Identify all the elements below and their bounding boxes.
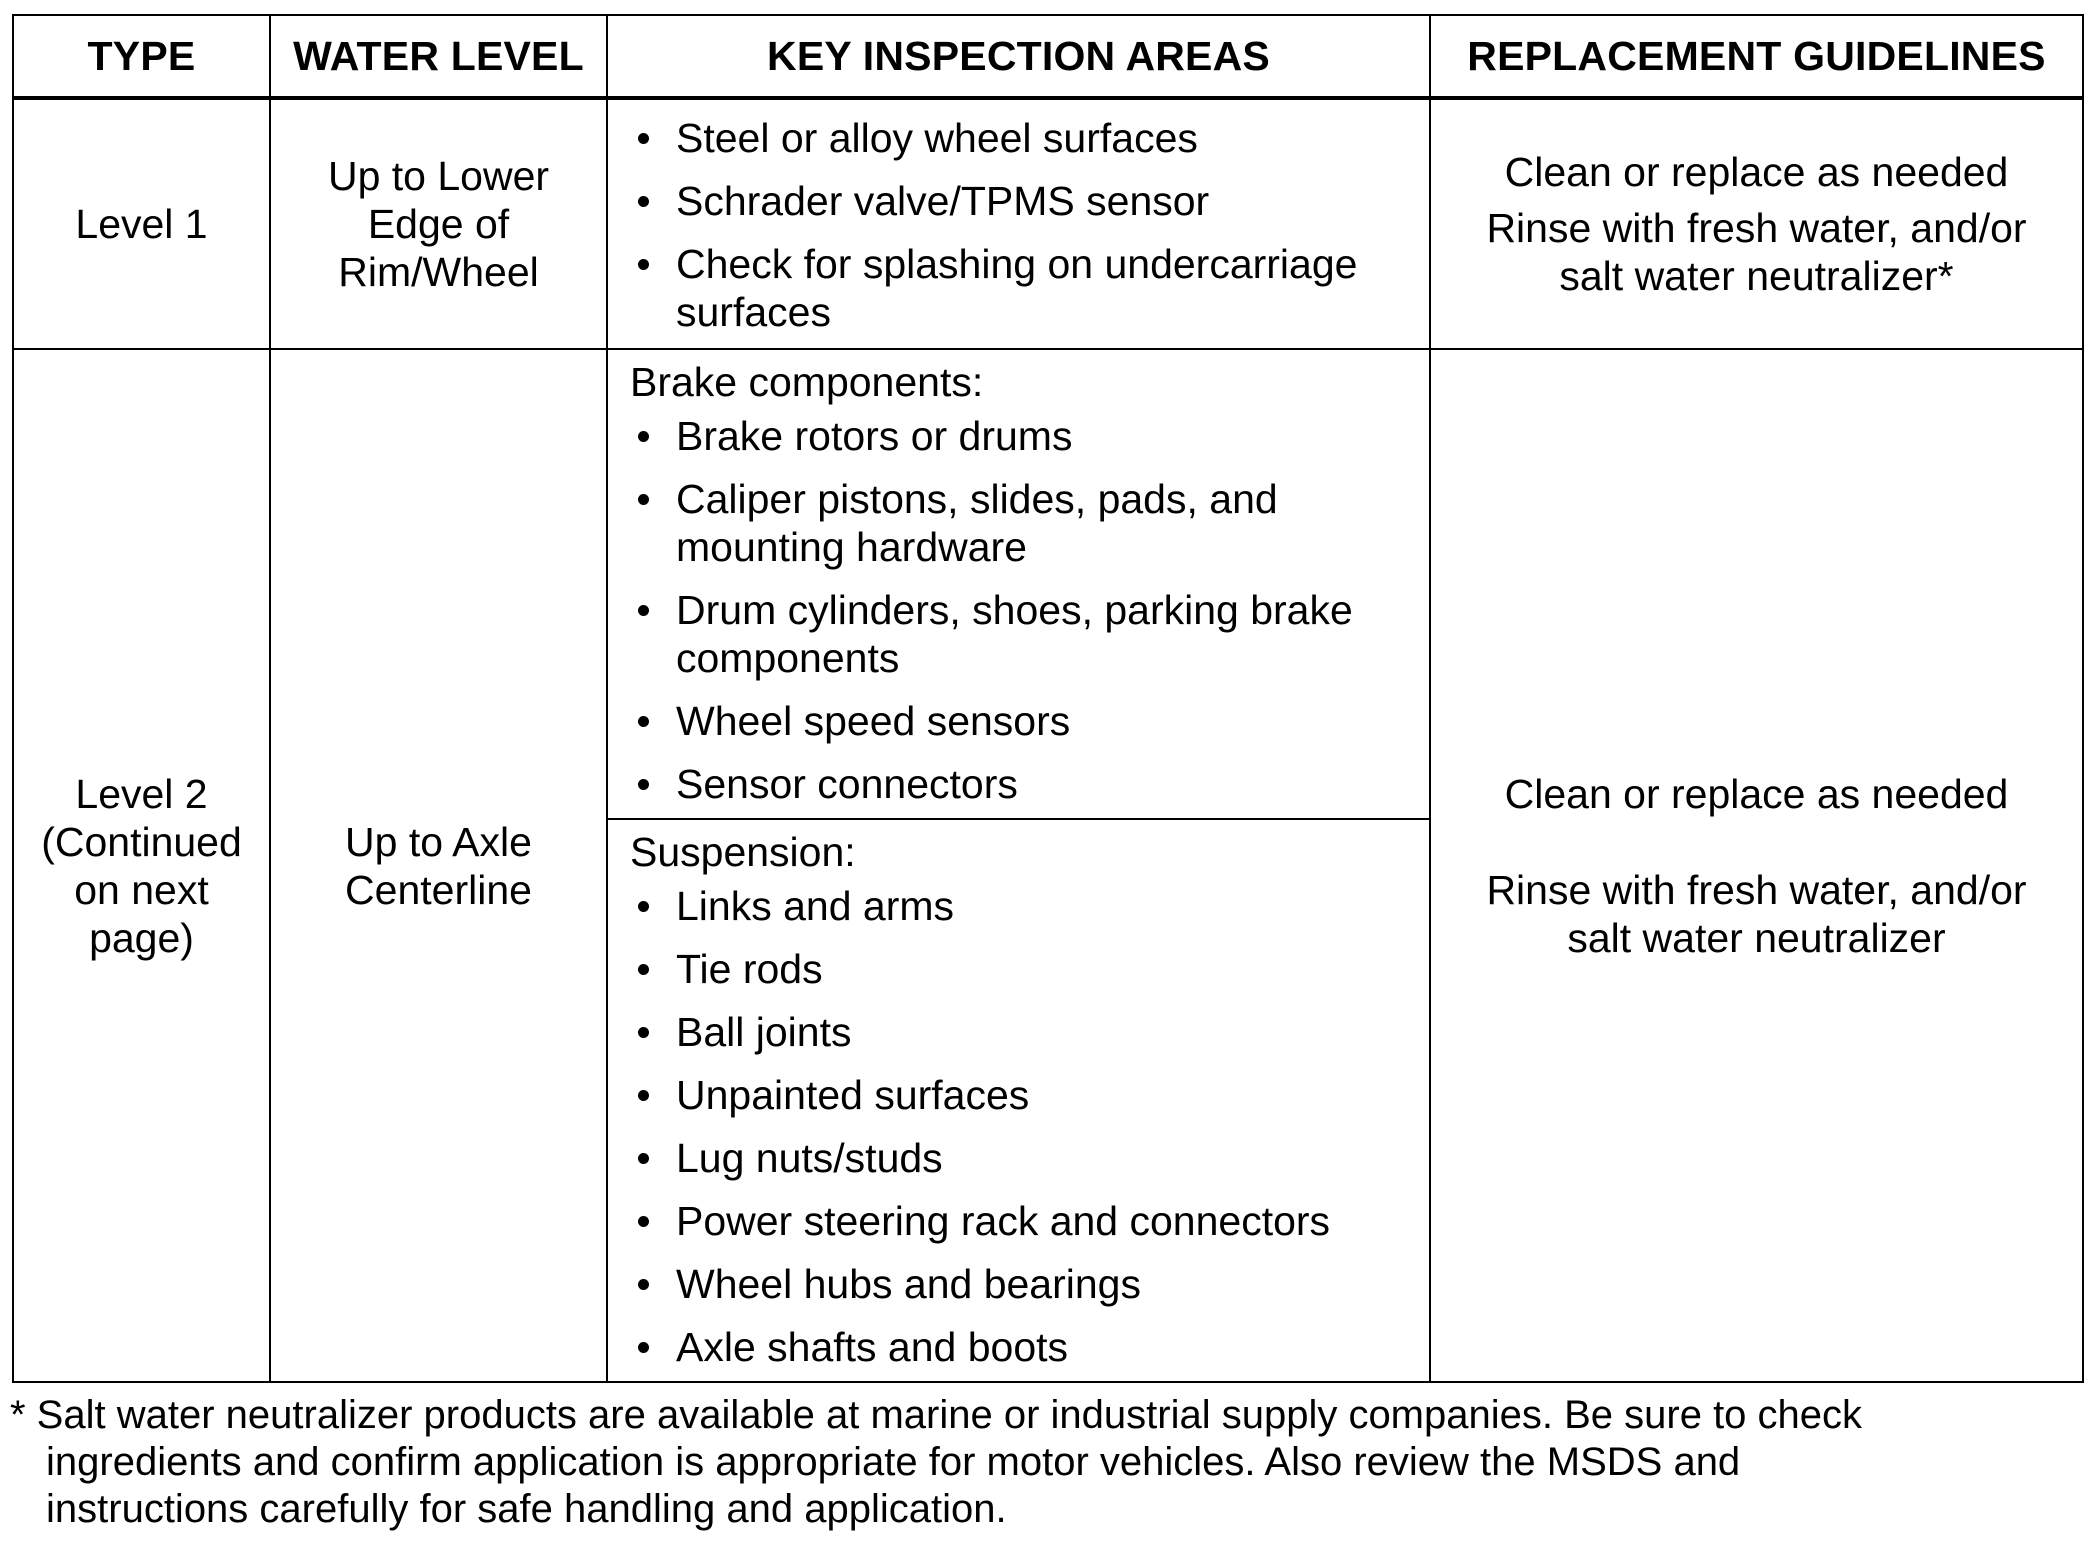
table-row-level-1: [13, 98, 2083, 349]
header-type: TYPE: [13, 15, 270, 98]
list-item: Schrader valve/TPMS sensor: [630, 177, 1409, 225]
footnote-line: ingredients and confirm application is appropriate for motor vehicles. Also review the MSDS and: [46, 1440, 1741, 1484]
list-item: Axle shafts and boots: [630, 1323, 1409, 1371]
inspection-areas-cell-level-2: [607, 349, 1430, 1382]
guidelines-cell-level-1: [1430, 98, 2083, 349]
bullet-list: [630, 882, 1409, 1371]
list-item: Sensor connectors: [630, 760, 1409, 808]
bullet-list: [630, 412, 1409, 808]
inspection-areas-cell-level-1: [607, 98, 1430, 349]
list-item: Wheel speed sensors: [630, 697, 1409, 745]
bullet-list: [630, 114, 1409, 336]
list-item: Lug nuts/studs: [630, 1134, 1409, 1182]
guideline-spacer: [1461, 818, 2052, 866]
header-key-inspection-areas: KEY INSPECTION AREAS: [607, 15, 1430, 98]
inspection-group: [608, 100, 1429, 348]
footnote: [10, 1392, 2080, 1533]
type-cell-level-1: Level 1: [13, 98, 270, 349]
footnote-line: instructions carefully for safe handling and application.: [46, 1487, 1007, 1531]
list-item: Ball joints: [630, 1008, 1409, 1056]
list-item: Power steering rack and connectors: [630, 1197, 1409, 1245]
group-title: Brake components:: [630, 359, 984, 405]
list-item: Caliper pistons, slides, pads, and mounting hardware: [630, 475, 1409, 571]
list-item: Tie rods: [630, 945, 1409, 993]
inspection-group-suspension: [608, 818, 1429, 1381]
list-item: Unpainted surfaces: [630, 1071, 1409, 1119]
group-title: Suspension:: [630, 829, 856, 875]
guideline-text: Clean or replace as needed: [1504, 770, 2009, 817]
list-item: Check for splashing on undercarriage surfaces: [630, 240, 1409, 336]
water-level-cell-level-1: Up to Lower Edge of Rim/Wheel: [270, 98, 607, 349]
inspection-table: [12, 14, 2084, 1383]
guideline-text: Rinse with fresh water, and/or salt water neutralizer*: [1486, 205, 2027, 299]
guidelines-cell-level-2: [1430, 349, 2083, 1382]
guideline-text: Rinse with fresh water, and/or salt water neutralizer: [1486, 866, 2027, 961]
list-item: Drum cylinders, shoes, parking brake components: [630, 586, 1409, 682]
guideline-text: Clean or replace as needed: [1504, 149, 2009, 195]
header-row: [13, 15, 2083, 98]
header-water-level: WATER LEVEL: [270, 15, 607, 98]
list-item: Wheel hubs and bearings: [630, 1260, 1409, 1308]
header-replacement-guidelines: REPLACEMENT GUIDELINES: [1430, 15, 2083, 98]
footnote-line: * Salt water neutralizer products are available at marine or industrial supply companies. Be sure to check: [10, 1393, 1863, 1437]
list-item: Steel or alloy wheel surfaces: [630, 114, 1409, 162]
list-item: Links and arms: [630, 882, 1409, 930]
water-level-cell-level-2: Up to Axle Centerline: [270, 349, 607, 1382]
list-item: Brake rotors or drums: [630, 412, 1409, 460]
inspection-table-sheet: [12, 14, 2082, 1383]
table-row-level-2: [13, 349, 2083, 1382]
inspection-group-brake: [608, 350, 1429, 818]
type-cell-level-2: Level 2 (Continued on next page): [13, 349, 270, 1382]
